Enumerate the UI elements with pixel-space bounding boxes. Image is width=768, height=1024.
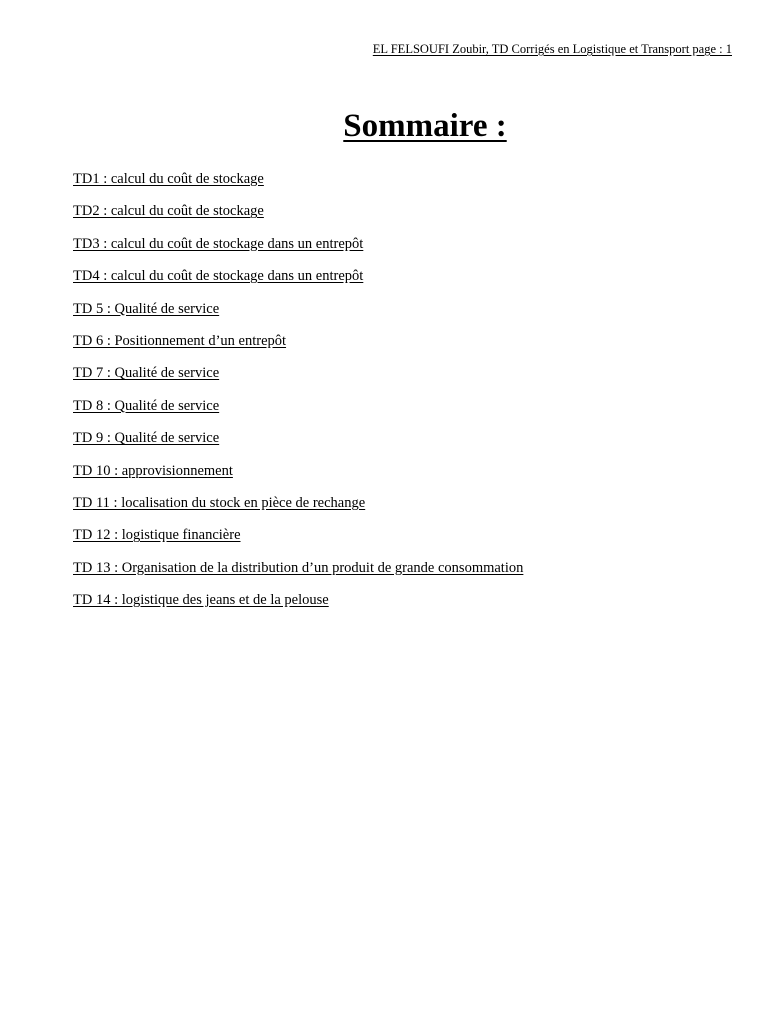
toc-item [73, 234, 523, 254]
toc-link-td7[interactable]: TD 7 : Qualité de service [73, 365, 220, 382]
page-title: Sommaire : [343, 108, 507, 144]
toc-link-td6[interactable]: TD 6 : Positionnement d’un entrepôt [73, 332, 287, 349]
toc-link-td2[interactable]: TD2 : calcul du coût de stockage [73, 203, 264, 220]
toc-link-td13[interactable]: TD 13 : Organisation de la distribution d’un produit de grande consommation [73, 559, 524, 576]
toc-link-td10[interactable]: TD 10 : approvisionnement [73, 462, 233, 479]
toc-link-td1[interactable]: TD1 : calcul du coût de stockage [73, 171, 264, 187]
table-of-contents [73, 169, 523, 622]
toc-item [73, 428, 523, 448]
toc-link-td3[interactable]: TD3 : calcul du coût de stockage dans un entrepôt [73, 235, 364, 252]
toc-link-td14[interactable]: TD 14 : logistique des jeans et de la pelouse [73, 592, 329, 609]
toc-link-td5[interactable]: TD 5 : Qualité de service [73, 300, 220, 317]
toc-item [73, 493, 523, 513]
toc-link-td12[interactable]: TD 12 : logistique financière [73, 527, 241, 544]
toc-item [73, 331, 523, 351]
toc-item [73, 363, 523, 383]
toc-item [73, 461, 523, 481]
toc-item [73, 169, 523, 189]
running-header: EL FELSOUFI Zoubir, TD Corrigés en Logistique et Transport page : 1 [372, 42, 732, 56]
toc-item [73, 266, 523, 286]
toc-item [73, 201, 523, 221]
toc-link-td8[interactable]: TD 8 : Qualité de service [73, 397, 220, 414]
toc-link-td11[interactable]: TD 11 : localisation du stock en pièce de rechange [73, 494, 366, 511]
toc-item [73, 558, 523, 578]
toc-item [73, 590, 523, 610]
toc-link-td4[interactable]: TD4 : calcul du coût de stockage dans un entrepôt [73, 268, 364, 285]
toc-item [73, 299, 523, 319]
toc-item [73, 396, 523, 416]
toc-item [73, 525, 523, 545]
toc-link-td9[interactable]: TD 9 : Qualité de service [73, 430, 220, 447]
